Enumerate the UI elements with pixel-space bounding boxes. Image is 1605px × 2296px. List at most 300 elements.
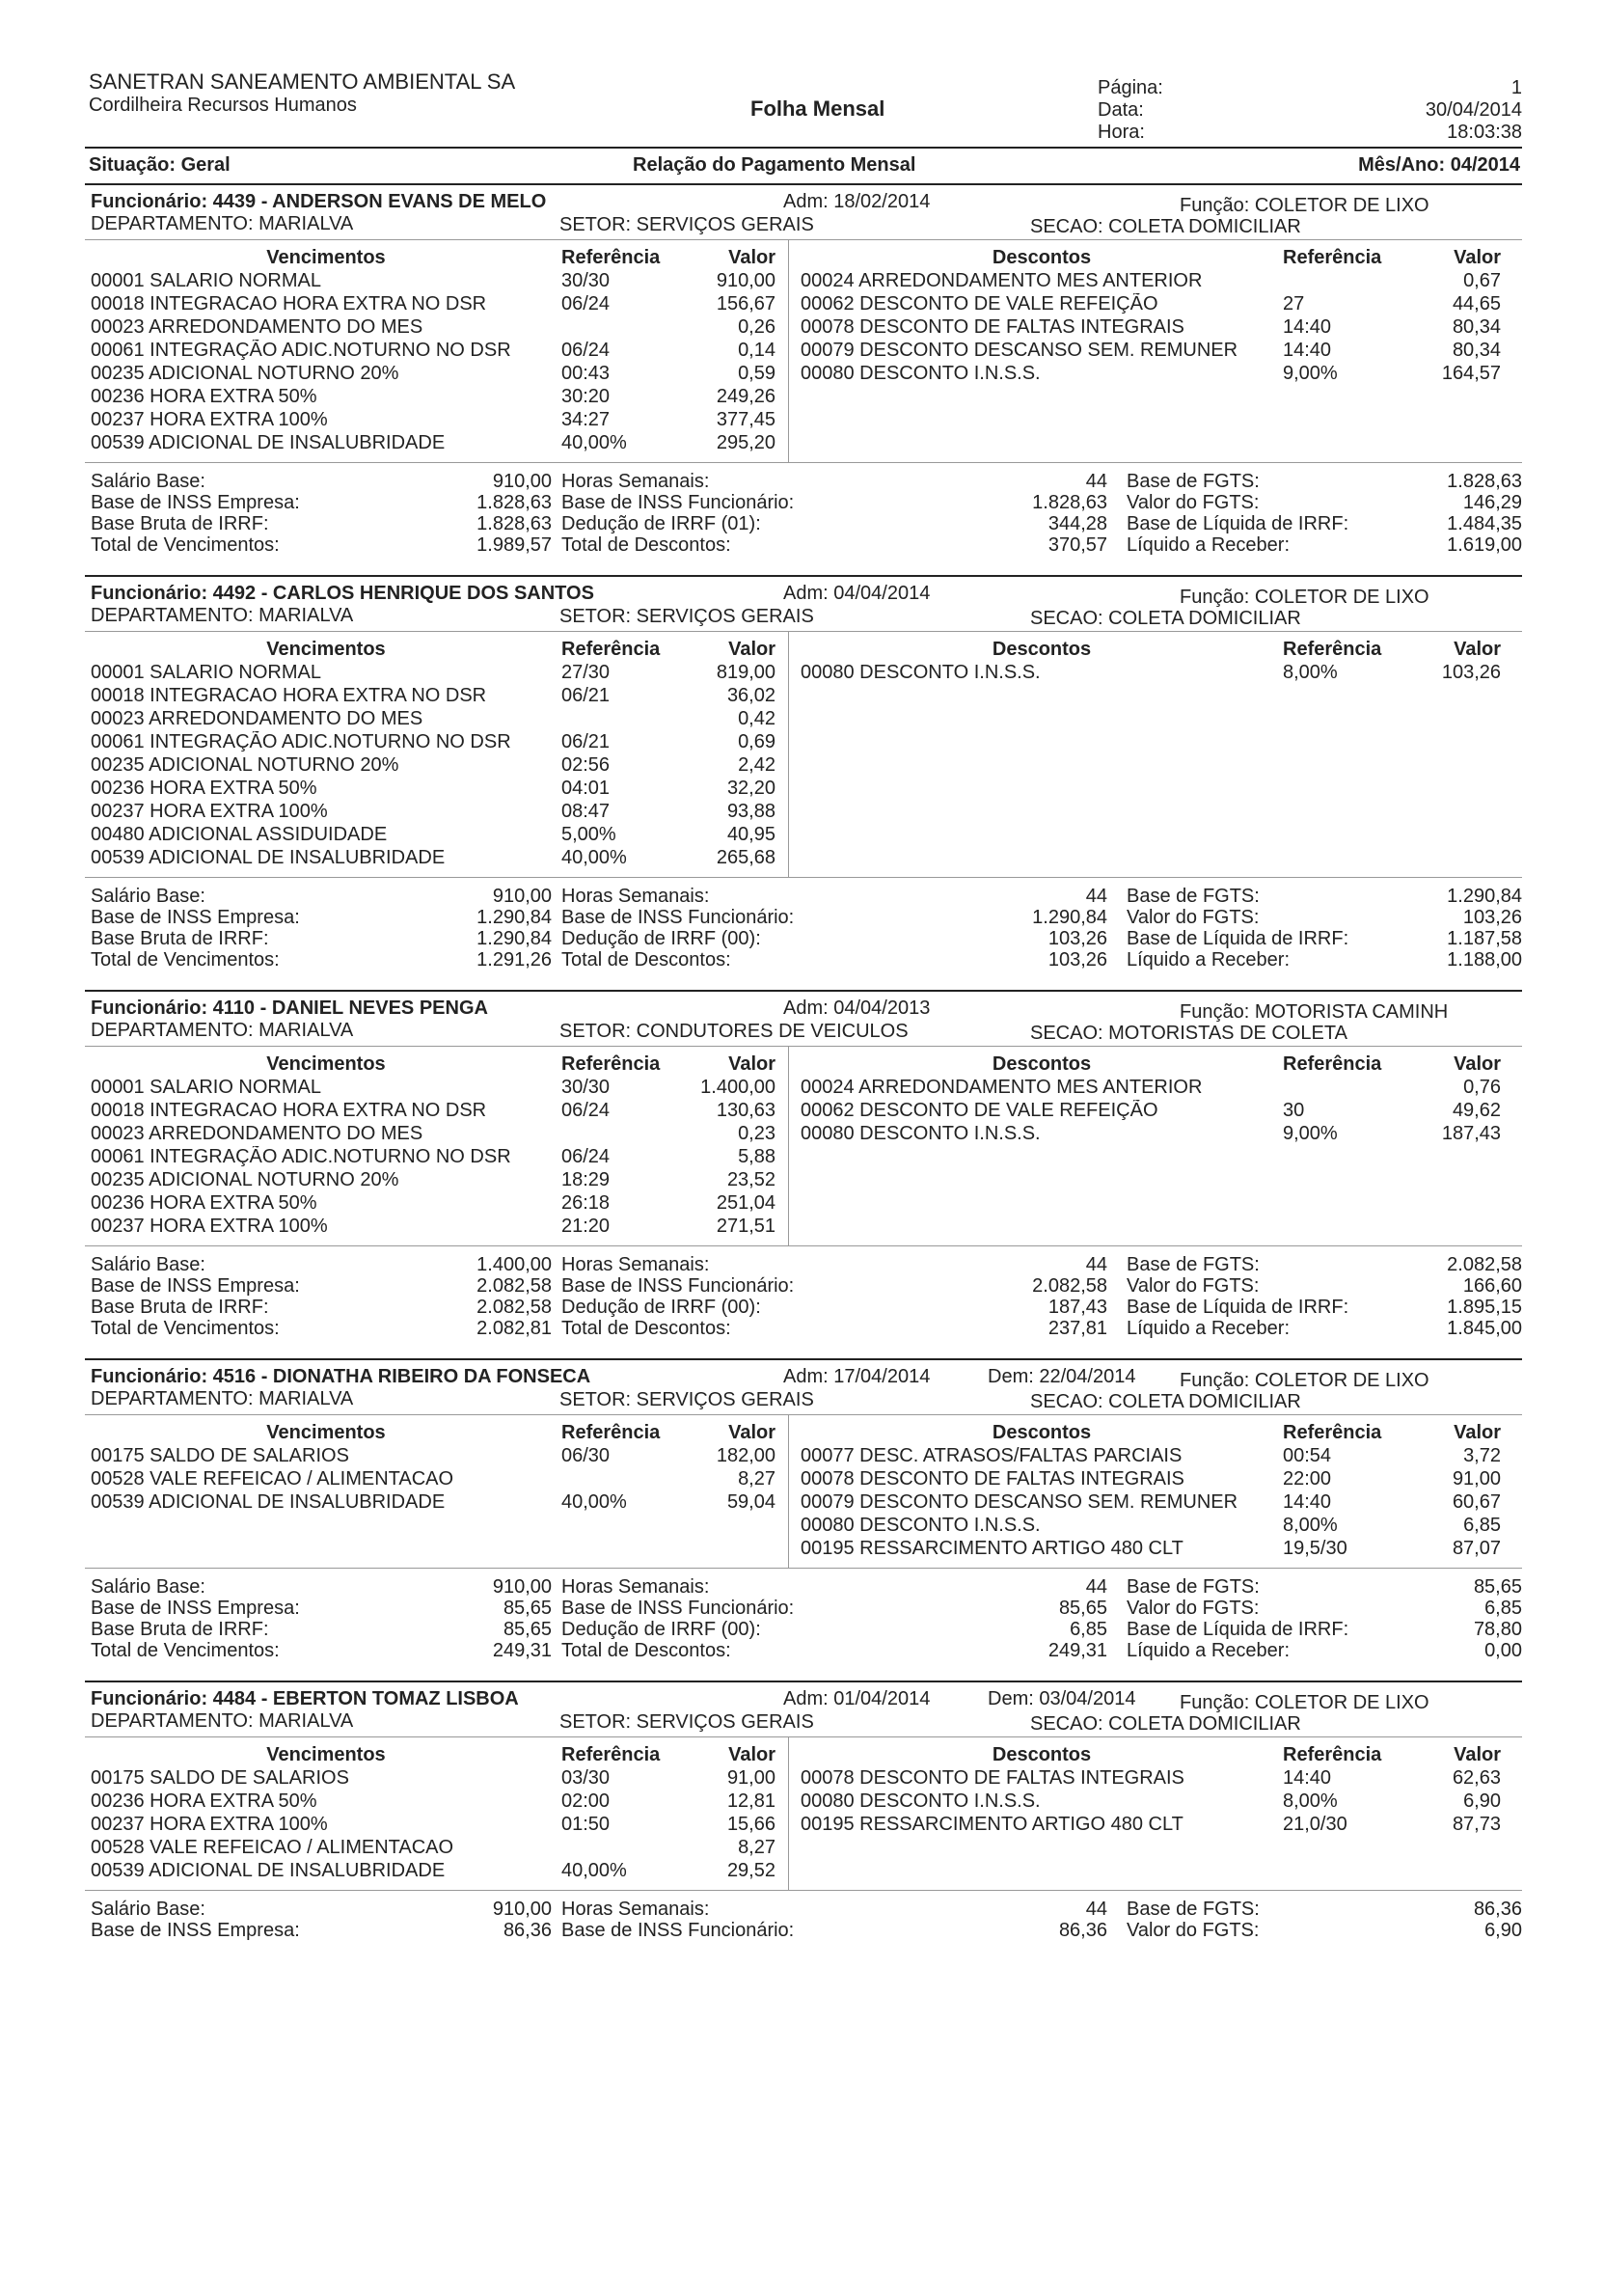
date-label: Data: <box>1098 99 1144 121</box>
earning-value: 36,02 <box>726 684 775 706</box>
earning-reference: 21:20 <box>561 1215 611 1237</box>
earning-row <box>91 846 788 869</box>
earning-reference: 40,00% <box>561 431 627 453</box>
total-value: 1.845,00 <box>1447 1317 1522 1339</box>
total-value: 2.082,58 <box>1032 1274 1107 1297</box>
deduction-value: 49,62 <box>1452 1099 1501 1121</box>
earning-name: 00528 VALE REFEICAO / ALIMENTACAO <box>91 1467 454 1490</box>
page-label: Página: <box>1098 77 1163 98</box>
earning-row <box>91 1467 788 1490</box>
earning-row <box>91 800 788 823</box>
employee-section: SECAO: COLETA DOMICILIAR <box>1030 608 1301 629</box>
total-item <box>561 1275 1107 1297</box>
deduction-value: 80,34 <box>1452 339 1501 361</box>
deduction-value: 0,76 <box>1463 1076 1501 1098</box>
employee-totals <box>85 1890 1522 1951</box>
total-item <box>1127 949 1522 970</box>
earning-reference: 40,00% <box>561 846 627 868</box>
deduction-value: 80,34 <box>1452 315 1501 338</box>
total-value: 1.828,63 <box>476 512 552 534</box>
total-label: Base Bruta de IRRF: <box>91 1618 269 1640</box>
payroll-page <box>85 58 1522 2257</box>
earning-name: 00235 ADICIONAL NOTURNO 20% <box>91 362 399 384</box>
deductions-table <box>789 1737 1522 1890</box>
employee-block <box>85 575 1522 980</box>
value-label: Valor <box>728 1053 775 1075</box>
deductions-label: Descontos <box>992 1744 1092 1765</box>
earning-name: 00061 INTEGRAÇÃO ADIC.NOTURNO NO DSR <box>91 730 511 752</box>
total-label: Dedução de IRRF (00): <box>561 1618 761 1640</box>
totals-column <box>91 1254 552 1339</box>
deduction-name: 00195 RESSARCIMENTO ARTIGO 480 CLT <box>801 1813 1183 1835</box>
total-label: Valor do FGTS: <box>1127 1274 1260 1297</box>
total-item <box>561 1920 1107 1941</box>
deductions-table <box>789 1047 1522 1245</box>
total-value: 6,85 <box>1070 1618 1107 1640</box>
employee-header <box>85 577 1522 631</box>
total-value: 1.187,58 <box>1447 927 1522 949</box>
total-value: 6,90 <box>1484 1919 1522 1941</box>
earnings-table <box>85 1737 789 1890</box>
deduction-value: 87,07 <box>1452 1537 1501 1559</box>
deduction-row <box>801 1444 1516 1467</box>
employee-name: Funcionário: 4484 - EBERTON TOMAZ LISBOA <box>91 1688 519 1709</box>
earning-name: 00236 HORA EXTRA 50% <box>91 1191 317 1214</box>
total-label: Valor do FGTS: <box>1127 1919 1260 1941</box>
deduction-reference: 27 <box>1283 292 1305 314</box>
total-item <box>91 1619 552 1640</box>
value-label: Valor <box>1454 1744 1501 1765</box>
total-value: 1.828,63 <box>1447 470 1522 492</box>
total-item <box>561 513 1107 534</box>
employee-name: Funcionário: 4516 - DIONATHA RIBEIRO DA FONSECA <box>91 1366 591 1387</box>
total-label: Base Bruta de IRRF: <box>91 927 269 949</box>
earning-value: 40,95 <box>726 823 775 845</box>
earning-value: 0,26 <box>738 315 775 338</box>
earnings-label: Vencimentos <box>266 1053 386 1075</box>
total-value: 910,00 <box>492 1898 552 1920</box>
earnings-label: Vencimentos <box>266 639 386 660</box>
employee-function: Função: COLETOR DE LIXO <box>1180 1692 1429 1713</box>
employee-header <box>85 185 1522 239</box>
total-label: Líquido a Receber: <box>1127 1317 1291 1339</box>
deduction-row <box>801 1790 1516 1813</box>
total-value: 1.619,00 <box>1447 533 1522 556</box>
admission-date: Adm: 17/04/2014 <box>783 1366 931 1387</box>
total-value: 86,36 <box>1058 1919 1107 1941</box>
employee-totals <box>85 1245 1522 1349</box>
value-label: Valor <box>1454 1053 1501 1075</box>
earning-name: 00061 INTEGRAÇÃO ADIC.NOTURNO NO DSR <box>91 339 511 361</box>
earnings-header <box>91 1421 788 1444</box>
earning-value: 182,00 <box>716 1444 775 1466</box>
admission-date: Adm: 04/04/2013 <box>783 998 931 1019</box>
total-value: 166,60 <box>1462 1274 1522 1297</box>
earning-reference: 08:47 <box>561 800 611 822</box>
mes-ano: Mês/Ano: 04/2014 <box>1358 154 1520 176</box>
total-label: Salário Base: <box>91 1253 205 1275</box>
deductions-header <box>801 1421 1516 1444</box>
dismissal-date: Dem: 03/04/2014 <box>988 1688 1136 1709</box>
total-item <box>1127 1920 1522 1941</box>
deduction-name: 00079 DESCONTO DESCANSO SEM. REMUNER <box>801 1490 1238 1513</box>
earning-name: 00528 VALE REFEICAO / ALIMENTACAO <box>91 1836 454 1858</box>
total-item <box>91 1576 552 1598</box>
total-label: Líquido a Receber: <box>1127 948 1291 970</box>
earning-row <box>91 1859 788 1882</box>
employee-function: Função: COLETOR DE LIXO <box>1180 587 1429 608</box>
earning-name: 00539 ADICIONAL DE INSALUBRIDADE <box>91 1859 446 1881</box>
total-label: Base Bruta de IRRF: <box>91 1296 269 1318</box>
time-label: Hora: <box>1098 122 1145 143</box>
total-label: Base de FGTS: <box>1127 470 1260 492</box>
total-item <box>91 907 552 928</box>
total-value: 1.290,84 <box>1447 885 1522 907</box>
total-value: 86,36 <box>503 1919 552 1941</box>
earning-value: 819,00 <box>716 661 775 683</box>
earning-row <box>91 1122 788 1145</box>
total-label: Horas Semanais: <box>561 1898 710 1920</box>
earnings-table <box>85 632 789 877</box>
reference-label: Referência <box>561 639 661 660</box>
earning-row <box>91 730 788 753</box>
earning-reference: 5,00% <box>561 823 616 845</box>
total-label: Horas Semanais: <box>561 1253 710 1275</box>
total-item <box>91 928 552 949</box>
deduction-name: 00080 DESCONTO I.N.S.S. <box>801 1122 1041 1144</box>
employee-department: DEPARTAMENTO: MARIALVA <box>91 1388 354 1409</box>
earning-row <box>91 339 788 362</box>
total-value: 1.290,84 <box>1032 906 1107 928</box>
total-value: 187,43 <box>1047 1296 1107 1318</box>
employee-name: Funcionário: 4492 - CARLOS HENRIQUE DOS SANTOS <box>91 583 594 604</box>
totals-column <box>91 1576 552 1661</box>
employee-department: DEPARTAMENTO: MARIALVA <box>91 1710 354 1732</box>
total-label: Base de INSS Funcionário: <box>561 491 795 513</box>
relacao: Relação do Pagamento Mensal <box>633 154 916 176</box>
deduction-row <box>801 269 1516 292</box>
earning-row <box>91 408 788 431</box>
deductions-label: Descontos <box>992 247 1092 268</box>
earnings-deductions <box>85 1414 1522 1568</box>
total-label: Total de Descontos: <box>561 1317 731 1339</box>
report-header <box>85 58 1522 174</box>
earning-reference: 30:20 <box>561 385 611 407</box>
earning-name: 00235 ADICIONAL NOTURNO 20% <box>91 1168 399 1190</box>
deduction-reference: 8,00% <box>1283 1514 1338 1536</box>
employee-block <box>85 1681 1522 1951</box>
deductions-table <box>789 632 1522 877</box>
employee-sector: SETOR: SERVIÇOS GERAIS <box>559 1389 814 1410</box>
deduction-name: 00078 DESCONTO DE FALTAS INTEGRAIS <box>801 1766 1184 1789</box>
earnings-header <box>91 638 788 661</box>
deduction-reference: 9,00% <box>1283 362 1338 384</box>
total-item <box>1127 1598 1522 1619</box>
totals-column <box>91 1899 552 1941</box>
total-label: Base de INSS Funcionário: <box>561 1597 795 1619</box>
deduction-name: 00078 DESCONTO DE FALTAS INTEGRAIS <box>801 1467 1184 1490</box>
deduction-name: 00080 DESCONTO I.N.S.S. <box>801 362 1041 384</box>
earning-value: 29,52 <box>726 1859 775 1881</box>
earning-row <box>91 1766 788 1790</box>
total-item <box>561 928 1107 949</box>
reference-label: Referência <box>561 1053 661 1075</box>
total-label: Base de INSS Funcionário: <box>561 1274 795 1297</box>
total-item <box>561 907 1107 928</box>
earning-reference: 40,00% <box>561 1859 627 1881</box>
totals-column <box>1127 1576 1522 1661</box>
deduction-row <box>801 1537 1516 1560</box>
total-label: Líquido a Receber: <box>1127 1639 1291 1661</box>
deduction-reference: 22:00 <box>1283 1467 1332 1490</box>
total-item <box>561 1899 1107 1920</box>
total-label: Base de INSS Empresa: <box>91 491 300 513</box>
deductions-header <box>801 1052 1516 1076</box>
employee-department: DEPARTAMENTO: MARIALVA <box>91 1020 354 1041</box>
total-item <box>91 513 552 534</box>
deduction-value: 6,90 <box>1463 1790 1501 1812</box>
earning-value: 5,88 <box>738 1145 775 1167</box>
deduction-row <box>801 315 1516 339</box>
deduction-row <box>801 661 1516 684</box>
earning-row <box>91 823 788 846</box>
deduction-name: 00077 DESC. ATRASOS/FALTAS PARCIAIS <box>801 1444 1183 1466</box>
total-value: 237,81 <box>1047 1317 1107 1339</box>
earning-row <box>91 661 788 684</box>
totals-column <box>561 1254 1107 1339</box>
earning-name: 00539 ADICIONAL DE INSALUBRIDADE <box>91 846 446 868</box>
earning-name: 00539 ADICIONAL DE INSALUBRIDADE <box>91 1490 446 1513</box>
earning-value: 265,68 <box>716 846 775 868</box>
earnings-label: Vencimentos <box>266 1422 386 1443</box>
deduction-name: 00195 RESSARCIMENTO ARTIGO 480 CLT <box>801 1537 1183 1559</box>
earning-reference: 06/21 <box>561 684 611 706</box>
total-value: 1.290,84 <box>476 906 552 928</box>
earning-name: 00236 HORA EXTRA 50% <box>91 385 317 407</box>
employee-department: DEPARTAMENTO: MARIALVA <box>91 213 354 234</box>
deduction-reference: 8,00% <box>1283 1790 1338 1812</box>
earning-name: 00480 ADICIONAL ASSIDUIDADE <box>91 823 388 845</box>
earnings-label: Vencimentos <box>266 247 386 268</box>
employee-list <box>85 183 1522 1951</box>
earning-reference: 18:29 <box>561 1168 611 1190</box>
earning-name: 00001 SALARIO NORMAL <box>91 661 321 683</box>
earning-name: 00235 ADICIONAL NOTURNO 20% <box>91 753 399 776</box>
earning-row <box>91 292 788 315</box>
total-label: Total de Vencimentos: <box>91 948 280 970</box>
earning-name: 00236 HORA EXTRA 50% <box>91 777 317 799</box>
employee-name: Funcionário: 4110 - DANIEL NEVES PENGA <box>91 998 488 1019</box>
total-label: Salário Base: <box>91 1898 205 1920</box>
total-item <box>91 1254 552 1275</box>
total-item <box>1127 1254 1522 1275</box>
reference-label: Referência <box>561 1744 661 1765</box>
deduction-reference: 14:40 <box>1283 1766 1332 1789</box>
earning-value: 377,45 <box>716 408 775 430</box>
total-label: Total de Vencimentos: <box>91 1317 280 1339</box>
total-label: Base de Líquida de IRRF: <box>1127 1296 1349 1318</box>
total-label: Base de FGTS: <box>1127 885 1260 907</box>
total-value: 1.989,57 <box>476 533 552 556</box>
total-item <box>561 1318 1107 1339</box>
total-item <box>561 1640 1107 1661</box>
total-item <box>561 1619 1107 1640</box>
total-label: Base de Líquida de IRRF: <box>1127 512 1349 534</box>
total-label: Valor do FGTS: <box>1127 1597 1260 1619</box>
reference-label: Referência <box>1283 639 1382 660</box>
deduction-value: 103,26 <box>1441 661 1501 683</box>
total-item <box>91 1920 552 1941</box>
totals-column <box>561 1899 1107 1941</box>
earning-row <box>91 1191 788 1215</box>
earning-value: 59,04 <box>726 1490 775 1513</box>
deductions-label: Descontos <box>992 639 1092 660</box>
total-value: 85,65 <box>1058 1597 1107 1619</box>
earning-value: 0,59 <box>738 362 775 384</box>
department-name: Cordilheira Recursos Humanos <box>89 95 357 116</box>
deduction-value: 187,43 <box>1441 1122 1501 1144</box>
employee-function: Função: MOTORISTA CAMINH <box>1180 1001 1449 1023</box>
total-label: Dedução de IRRF (00): <box>561 927 761 949</box>
employee-function: Função: COLETOR DE LIXO <box>1180 1370 1429 1391</box>
total-value: 1.484,35 <box>1447 512 1522 534</box>
earning-value: 2,42 <box>738 753 775 776</box>
total-label: Base Bruta de IRRF: <box>91 512 269 534</box>
total-label: Dedução de IRRF (00): <box>561 1296 761 1318</box>
earning-value: 249,26 <box>716 385 775 407</box>
total-value: 85,65 <box>503 1597 552 1619</box>
total-value: 44 <box>1085 1898 1107 1920</box>
total-label: Total de Vencimentos: <box>91 533 280 556</box>
total-label: Total de Descontos: <box>561 948 731 970</box>
total-item <box>91 1640 552 1661</box>
total-value: 1.895,15 <box>1447 1296 1522 1318</box>
total-label: Total de Descontos: <box>561 533 731 556</box>
earning-value: 0,14 <box>738 339 775 361</box>
earning-reference: 03/30 <box>561 1766 611 1789</box>
deduction-value: 60,67 <box>1452 1490 1501 1513</box>
earning-reference: 00:43 <box>561 362 611 384</box>
total-item <box>561 949 1107 970</box>
total-item <box>1127 1640 1522 1661</box>
deduction-name: 00078 DESCONTO DE FALTAS INTEGRAIS <box>801 315 1184 338</box>
earning-name: 00023 ARREDONDAMENTO DO MES <box>91 1122 423 1144</box>
deduction-value: 91,00 <box>1452 1467 1501 1490</box>
total-item <box>1127 1576 1522 1598</box>
earning-name: 00237 HORA EXTRA 100% <box>91 1813 328 1835</box>
total-item <box>561 1576 1107 1598</box>
deduction-value: 3,72 <box>1463 1444 1501 1466</box>
deduction-name: 00079 DESCONTO DESCANSO SEM. REMUNER <box>801 339 1238 361</box>
earning-row <box>91 753 788 777</box>
deduction-name: 00080 DESCONTO I.N.S.S. <box>801 1514 1041 1536</box>
value-label: Valor <box>728 1422 775 1443</box>
earning-row <box>91 1813 788 1836</box>
earning-value: 156,67 <box>716 292 775 314</box>
deduction-row <box>801 1076 1516 1099</box>
earning-name: 00175 SALDO DE SALARIOS <box>91 1444 349 1466</box>
total-value: 370,57 <box>1047 533 1107 556</box>
earning-row <box>91 362 788 385</box>
employee-sector: SETOR: SERVIÇOS GERAIS <box>559 606 814 627</box>
deductions-header <box>801 638 1516 661</box>
earning-row <box>91 684 788 707</box>
deduction-row <box>801 1099 1516 1122</box>
earning-value: 910,00 <box>716 269 775 291</box>
total-item <box>561 886 1107 907</box>
deduction-row <box>801 362 1516 385</box>
total-value: 344,28 <box>1047 512 1107 534</box>
reference-label: Referência <box>1283 1744 1382 1765</box>
total-value: 1.290,84 <box>476 927 552 949</box>
earning-row <box>91 431 788 454</box>
total-value: 44 <box>1085 1253 1107 1275</box>
deduction-name: 00024 ARREDONDAMENTO MES ANTERIOR <box>801 1076 1203 1098</box>
employee-section: SECAO: COLETA DOMICILIAR <box>1030 1713 1301 1735</box>
value-label: Valor <box>728 639 775 660</box>
earning-reference: 30/30 <box>561 1076 611 1098</box>
total-label: Base de INSS Empresa: <box>91 906 300 928</box>
admission-date: Adm: 18/02/2014 <box>783 191 931 212</box>
earning-name: 00018 INTEGRACAO HORA EXTRA NO DSR <box>91 1099 487 1121</box>
deduction-reference: 30 <box>1283 1099 1305 1121</box>
total-label: Base de FGTS: <box>1127 1575 1260 1598</box>
earning-value: 23,52 <box>726 1168 775 1190</box>
deduction-row <box>801 1467 1516 1490</box>
employee-department: DEPARTAMENTO: MARIALVA <box>91 605 354 626</box>
totals-column <box>561 886 1107 970</box>
earnings-deductions <box>85 239 1522 462</box>
earning-name: 00023 ARREDONDAMENTO DO MES <box>91 315 423 338</box>
totals-column <box>91 886 552 970</box>
earning-value: 130,63 <box>716 1099 775 1121</box>
total-item <box>561 1297 1107 1318</box>
employee-totals <box>85 877 1522 980</box>
total-value: 0,00 <box>1484 1639 1522 1661</box>
deduction-value: 6,85 <box>1463 1514 1501 1536</box>
employee-totals <box>85 462 1522 565</box>
earning-value: 8,27 <box>738 1836 775 1858</box>
total-item <box>561 471 1107 492</box>
total-value: 103,26 <box>1047 948 1107 970</box>
total-value: 1.828,63 <box>476 491 552 513</box>
situacao: Situação: Geral <box>89 154 231 176</box>
total-item <box>561 1598 1107 1619</box>
earning-row <box>91 1444 788 1467</box>
deductions-label: Descontos <box>992 1053 1092 1075</box>
earning-row <box>91 1490 788 1514</box>
total-value: 910,00 <box>492 470 552 492</box>
total-value: 86,36 <box>1473 1898 1522 1920</box>
deduction-value: 0,67 <box>1463 269 1501 291</box>
total-value: 249,31 <box>492 1639 552 1661</box>
earning-name: 00061 INTEGRAÇÃO ADIC.NOTURNO NO DSR <box>91 1145 511 1167</box>
total-item <box>561 534 1107 556</box>
earning-value: 0,69 <box>738 730 775 752</box>
deduction-value: 62,63 <box>1452 1766 1501 1789</box>
deduction-name: 00062 DESCONTO DE VALE REFEIÇÃO <box>801 1099 1158 1121</box>
total-item <box>1127 513 1522 534</box>
earning-row <box>91 1099 788 1122</box>
earning-row <box>91 315 788 339</box>
earning-row <box>91 707 788 730</box>
employee-section: SECAO: COLETA DOMICILIAR <box>1030 216 1301 237</box>
total-value: 2.082,58 <box>1447 1253 1522 1275</box>
total-item <box>561 492 1107 513</box>
employee-header <box>85 1360 1522 1414</box>
admission-date: Adm: 01/04/2014 <box>783 1688 931 1709</box>
earning-value: 91,00 <box>726 1766 775 1789</box>
